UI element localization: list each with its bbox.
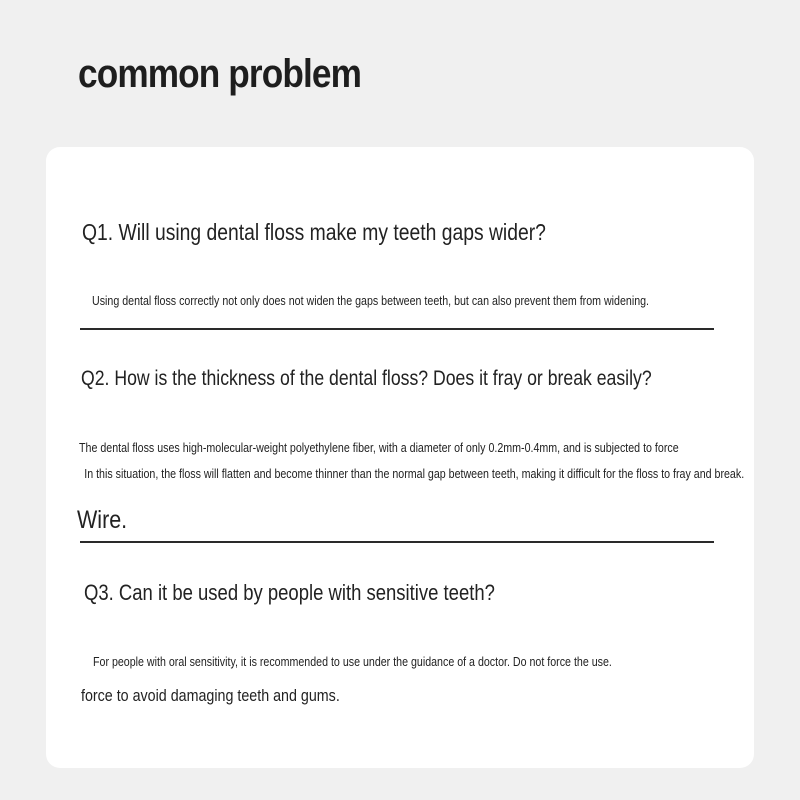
faq-question-1: Q1. Will using dental floss make my teeth gaps wider? — [82, 219, 546, 245]
faq-divider-2 — [80, 541, 714, 543]
page-title: common problem — [78, 52, 362, 96]
faq-answer-2-line-2: In this situation, the floss will flatten and become thinner than the normal gap between teeth, making it difficult for the floss to fray and break. — [84, 466, 745, 481]
faq-answer-2-fragment: Wire. — [77, 506, 128, 534]
faq-answer-1-line-1: Using dental floss correctly not only does not widen the gaps between teeth, but can also prevent them from widening. — [92, 293, 650, 308]
faq-question-3: Q3. Can it be used by people with sensitive teeth? — [84, 580, 495, 605]
faq-answer-3-line-1: For people with oral sensitivity, it is recommended to use under the guidance of a doctor. Do not force the use. — [93, 654, 612, 669]
faq-answer-3-line-2: force to avoid damaging teeth and gums. — [81, 686, 340, 705]
faq-divider-1 — [80, 328, 714, 330]
faq-answer-2-line-1: The dental floss uses high-molecular-weight polyethylene fiber, with a diameter of only 0.2mm-0.4mm, and is subjected to force — [79, 440, 679, 455]
faq-card — [46, 147, 754, 768]
faq-question-2: Q2. How is the thickness of the dental floss? Does it fray or break easily? — [81, 367, 652, 390]
